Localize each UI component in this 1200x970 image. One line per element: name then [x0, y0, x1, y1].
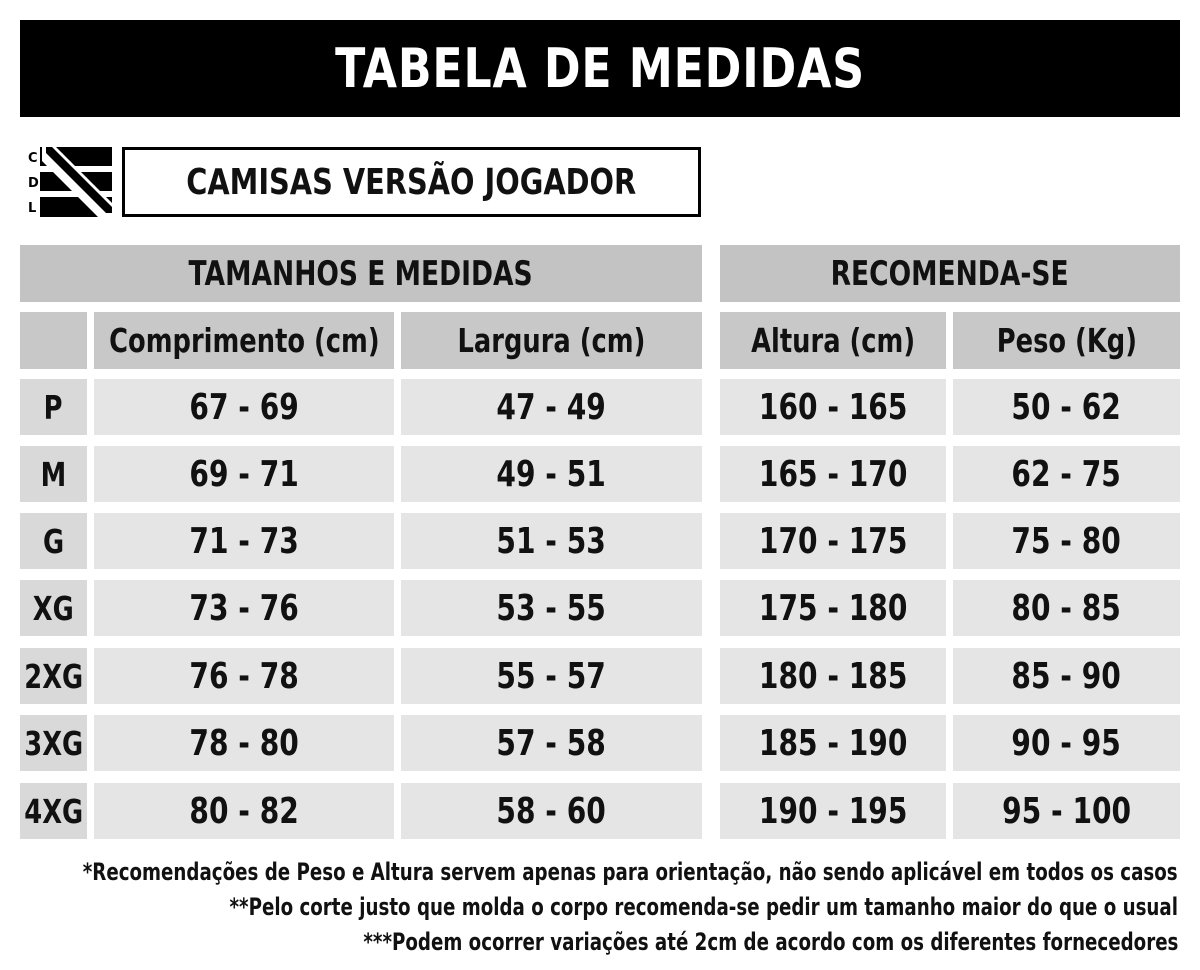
footnote-3: ***Podem ocorrer variações até 2cm de acordo com os diferentes fornecedores — [362, 928, 1178, 956]
size-cell — [20, 648, 87, 704]
size-label: XG — [33, 588, 74, 628]
header-blank-cell — [20, 312, 87, 369]
altura-cell — [720, 513, 946, 569]
peso-cell — [953, 648, 1180, 704]
column-header-comprimento — [94, 312, 394, 369]
logo-letter-l: L — [28, 201, 37, 216]
column-header-largura — [401, 312, 702, 369]
largura-value: 49 - 51 — [496, 453, 607, 495]
size-label: M — [40, 454, 67, 494]
largura-value: 47 - 49 — [496, 386, 607, 428]
comprimento-value: 69 - 71 — [189, 453, 299, 495]
footnote-1: *Recomendações de Peso e Altura servem apenas para orientação, não sendo aplicável em todos os casos — [83, 858, 1178, 886]
largura-value: 51 - 53 — [496, 520, 607, 562]
size-label: G — [42, 521, 65, 561]
peso-cell — [953, 715, 1180, 771]
comprimento-cell — [94, 715, 394, 771]
altura-value: 170 - 175 — [758, 520, 908, 562]
altura-cell — [720, 580, 946, 636]
largura-cell — [401, 783, 702, 839]
peso-value: 95 - 100 — [1002, 790, 1131, 832]
product-subtitle-box — [122, 147, 701, 217]
altura-cell — [720, 648, 946, 704]
largura-cell — [401, 580, 702, 636]
section-header-recommend-label: RECOMENDA-SE — [830, 253, 1069, 294]
peso-cell — [953, 783, 1180, 839]
peso-value: 85 - 90 — [1011, 655, 1122, 697]
altura-value: 160 - 165 — [758, 386, 908, 428]
column-header-comprimento-label: Comprimento (cm) — [108, 321, 380, 360]
altura-value: 190 - 195 — [758, 790, 908, 832]
comprimento-value: 76 - 78 — [189, 655, 299, 697]
size-label: 2XG — [24, 656, 83, 696]
size-cell — [20, 513, 87, 569]
logo-letter-d: D — [28, 176, 39, 191]
comprimento-cell — [94, 648, 394, 704]
peso-value: 62 - 75 — [1011, 453, 1122, 495]
comprimento-cell — [94, 446, 394, 502]
comprimento-value: 78 - 80 — [189, 722, 299, 764]
altura-value: 180 - 185 — [758, 655, 908, 697]
peso-cell — [953, 379, 1180, 435]
altura-cell — [720, 446, 946, 502]
altura-value: 185 - 190 — [758, 722, 908, 764]
comprimento-value: 73 - 76 — [189, 587, 299, 629]
cdl-brand-logo-icon — [26, 147, 112, 217]
size-cell — [20, 715, 87, 771]
altura-cell — [720, 379, 946, 435]
largura-cell — [401, 715, 702, 771]
logo-letter-c: C — [28, 151, 38, 166]
largura-cell — [401, 446, 702, 502]
footnote-2: **Pelo corte justo que molda o corpo recomenda-se pedir um tamanho maior do que o usual — [229, 893, 1178, 921]
altura-cell — [720, 715, 946, 771]
peso-value: 80 - 85 — [1011, 587, 1122, 629]
peso-value: 50 - 62 — [1011, 386, 1122, 428]
largura-cell — [401, 513, 702, 569]
size-cell — [20, 783, 87, 839]
size-label: P — [44, 387, 63, 427]
altura-value: 165 - 170 — [758, 453, 908, 495]
largura-value: 55 - 57 — [496, 655, 607, 697]
section-header-recommend — [720, 245, 1180, 302]
column-header-altura — [720, 312, 946, 369]
column-header-peso — [953, 312, 1180, 369]
comprimento-cell — [94, 513, 394, 569]
title-bar — [20, 20, 1180, 117]
peso-cell — [953, 513, 1180, 569]
peso-cell — [953, 580, 1180, 636]
product-subtitle: CAMISAS VERSÃO JOGADOR — [186, 161, 637, 203]
column-header-largura-label: Largura (cm) — [457, 321, 646, 360]
section-header-measures-label: TAMANHOS E MEDIDAS — [188, 253, 534, 294]
comprimento-cell — [94, 379, 394, 435]
comprimento-value: 71 - 73 — [189, 520, 299, 562]
peso-cell — [953, 446, 1180, 502]
altura-value: 175 - 180 — [758, 587, 908, 629]
altura-cell — [720, 783, 946, 839]
peso-value: 75 - 80 — [1011, 520, 1122, 562]
size-cell — [20, 446, 87, 502]
comprimento-cell — [94, 580, 394, 636]
largura-value: 58 - 60 — [496, 790, 607, 832]
comprimento-cell — [94, 783, 394, 839]
page-title: TABELA DE MEDIDAS — [335, 37, 865, 100]
section-header-measures — [20, 245, 702, 302]
size-cell — [20, 580, 87, 636]
comprimento-value: 67 - 69 — [189, 386, 299, 428]
column-header-peso-label: Peso (Kg) — [996, 321, 1137, 360]
peso-value: 90 - 95 — [1011, 722, 1122, 764]
largura-cell — [401, 379, 702, 435]
comprimento-value: 80 - 82 — [189, 790, 299, 832]
largura-value: 57 - 58 — [496, 722, 607, 764]
size-label: 4XG — [24, 791, 83, 831]
largura-value: 53 - 55 — [496, 587, 607, 629]
column-header-altura-label: Altura (cm) — [750, 321, 915, 360]
size-cell — [20, 379, 87, 435]
largura-cell — [401, 648, 702, 704]
size-label: 3XG — [24, 723, 83, 763]
